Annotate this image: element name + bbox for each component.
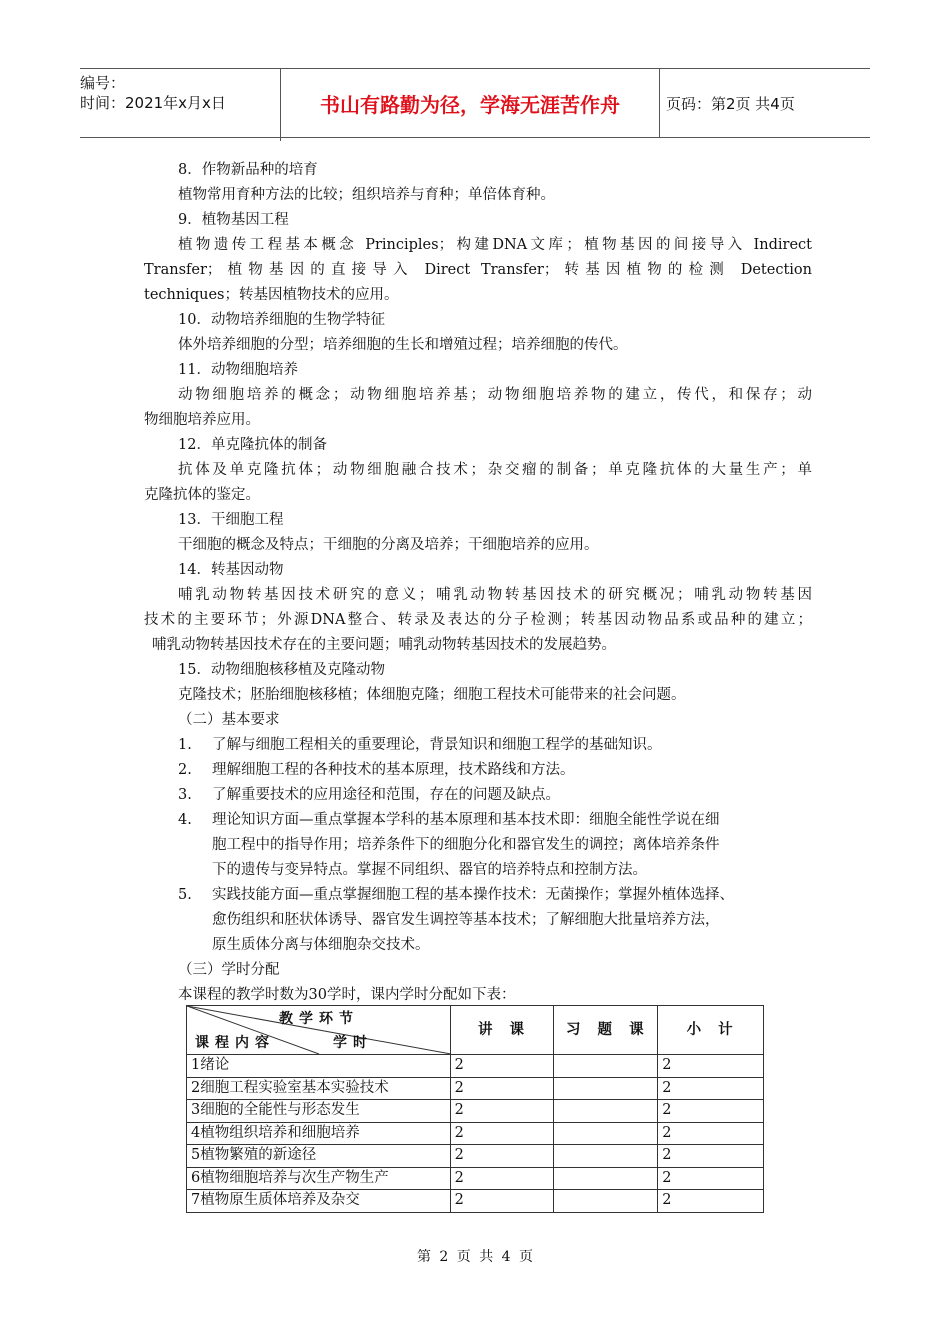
- cell-exercise: [554, 1100, 658, 1123]
- cell-total: 2: [658, 1055, 764, 1078]
- section-body: 技术的主要环节；外源DNA整合、转录及表达的分子检测；转基因动物品系或品种的建立；: [144, 612, 812, 628]
- table-row: [187, 1167, 764, 1190]
- section-title: 15．动物细胞核移植及克隆动物: [178, 662, 385, 678]
- cell-total: 2: [658, 1077, 764, 1100]
- number-label: 编号：: [80, 74, 126, 92]
- requirement-text: 下的遗传与变异特点。掌握不同组织、器官的培养特点和控制方法。: [212, 862, 647, 878]
- cell-name: 7植物原生质体培养及杂交: [187, 1190, 451, 1213]
- document-body: [144, 158, 812, 1008]
- cell-lecture: 2: [450, 1190, 554, 1213]
- cell-exercise: [554, 1145, 658, 1168]
- cell-total: 2: [658, 1145, 764, 1168]
- requirement-text: 了解重要技术的应用途径和范围，存在的问题及缺点。: [212, 787, 560, 803]
- section-body: 哺乳动物转基因技术研究的意义；哺乳动物转基因技术的研究概况；哺乳动物转基因: [178, 587, 812, 603]
- table-row: [187, 1077, 764, 1100]
- requirement-number: 4.: [178, 812, 192, 828]
- section-body: 植物遗传工程基本概念 Principles；构建DNA文库；植物基因的间接导入 Indirect: [178, 237, 812, 253]
- section-body: 物细胞培养应用。: [144, 412, 260, 428]
- requirement-number: 1.: [178, 737, 192, 753]
- page-header: [80, 68, 870, 138]
- section-body: 植物常用育种方法的比较；组织培养与育种；单倍体育种。: [178, 187, 555, 203]
- requirement-text: 愈伤组织和胚状体诱导、器官发生调控等基本技术；了解细胞大批量培养方法，: [212, 912, 720, 928]
- hours-intro: 本课程的教学时数为30学时，课内学时分配如下表：: [178, 987, 516, 1003]
- diag-bottom-left-label: 课程内容: [195, 1035, 275, 1051]
- section-title: 8．作物新品种的培育: [178, 162, 318, 178]
- requirement-item: [144, 733, 812, 758]
- cell-total: 2: [658, 1167, 764, 1190]
- table-header-row: [187, 1006, 764, 1055]
- cell-total: 2: [658, 1190, 764, 1213]
- requirement-item: [144, 783, 812, 808]
- cell-name: 6植物细胞培养与次生产物生产: [187, 1167, 451, 1190]
- cell-exercise: [554, 1055, 658, 1078]
- section-body: 克隆技术；胚胎细胞核移植；体细胞克隆；细胞工程技术可能带来的社会问题。: [178, 687, 686, 703]
- requirements-list: [144, 733, 812, 958]
- diag-top-label: 教学环节: [279, 1011, 359, 1027]
- section-title: 12．单克隆抗体的制备: [178, 437, 327, 453]
- section-body: 抗体及单克隆抗体；动物细胞融合技术；杂交瘤的制备；单克隆抗体的大量生产；单: [178, 462, 812, 478]
- cell-exercise: [554, 1167, 658, 1190]
- section-body: 动物细胞培养的概念；动物细胞培养基；动物细胞培养物的建立，传代，和保存；动: [178, 387, 812, 403]
- cell-lecture: 2: [450, 1145, 554, 1168]
- requirement-item: [144, 858, 812, 883]
- cell-lecture: 2: [450, 1122, 554, 1145]
- section-title: 14．转基因动物: [178, 562, 284, 578]
- requirement-number: 2.: [178, 762, 192, 778]
- requirement-text: 胞工程中的指导作用；培养条件下的细胞分化和器官发生的调控；离体培养条件: [212, 837, 720, 853]
- cell-lecture: 2: [450, 1055, 554, 1078]
- header-meta: [80, 69, 281, 141]
- section-title: 11．动物细胞培养: [178, 362, 298, 378]
- requirement-text: 实践技能方面—重点掌握细胞工程的基本操作技术：无菌操作；掌握外植体选择、: [212, 887, 734, 903]
- section-body: techniques；转基因植物技术的应用。: [144, 287, 399, 303]
- requirement-text: 理解细胞工程的各种技术的基本原理，技术路线和方法。: [212, 762, 575, 778]
- requirement-item: [144, 833, 812, 858]
- page-footer: 第 2 页 共 4 页: [416, 1249, 534, 1265]
- section-body: 克隆抗体的鉴定。: [144, 487, 260, 503]
- col-total-header: 小 计: [658, 1006, 764, 1055]
- col-lecture-header: 讲 课: [450, 1006, 554, 1055]
- requirement-item: [144, 883, 812, 908]
- hours-table: [186, 1005, 764, 1213]
- table-row: [187, 1145, 764, 1168]
- section-title: 13．干细胞工程: [178, 512, 284, 528]
- table-row: [187, 1122, 764, 1145]
- table-row: [187, 1190, 764, 1213]
- header-page-info: 页码：第2页 共4页: [666, 94, 795, 113]
- cell-exercise: [554, 1190, 658, 1213]
- requirement-text: 原生质体分离与体细胞杂交技术。: [212, 937, 430, 953]
- cell-total: 2: [658, 1100, 764, 1123]
- cell-name: 1绪论: [187, 1055, 451, 1078]
- requirement-item: [144, 933, 812, 958]
- section-title: 10．动物培养细胞的生物学特征: [178, 312, 385, 328]
- cell-lecture: 2: [450, 1077, 554, 1100]
- requirement-item: [144, 758, 812, 783]
- header-motto: 书山有路勤为径，学海无涯苦作舟: [281, 69, 660, 137]
- section-body: Transfer；植物基因的直接导入 Direct Transfer；转基因植物的检测 Detection: [144, 262, 812, 278]
- section-body: 哺乳动物转基因技术存在的主要问题；哺乳动物转基因技术的发展趋势。: [152, 637, 616, 653]
- table-row: [187, 1100, 764, 1123]
- cell-exercise: [554, 1077, 658, 1100]
- time-label: 时间：2021年x月x日: [80, 94, 226, 112]
- requirement-text: 理论知识方面—重点掌握本学科的基本原理和基本技术即：细胞全能性学说在细: [212, 812, 720, 828]
- requirement-item: [144, 908, 812, 933]
- table-row: [187, 1055, 764, 1078]
- requirement-number: 5.: [178, 887, 192, 903]
- col-exercise-header: 习 题 课: [554, 1006, 658, 1055]
- requirement-number: 3.: [178, 787, 192, 803]
- requirement-item: [144, 808, 812, 833]
- hours-heading: （三）学时分配: [178, 962, 280, 978]
- section-body: 体外培养细胞的分型；培养细胞的生长和增殖过程；培养细胞的传代。: [178, 337, 628, 353]
- diag-bottom-right-label: 学时: [333, 1035, 373, 1051]
- cell-lecture: 2: [450, 1167, 554, 1190]
- cell-name: 3细胞的全能性与形态发生: [187, 1100, 451, 1123]
- cell-exercise: [554, 1122, 658, 1145]
- requirement-text: 了解与细胞工程相关的重要理论，背景知识和细胞工程学的基础知识。: [212, 737, 662, 753]
- diagonal-header-cell: [187, 1006, 451, 1055]
- requirements-heading: （二）基本要求: [178, 712, 280, 728]
- section-body: 干细胞的概念及特点；干细胞的分离及培养；干细胞培养的应用。: [178, 537, 599, 553]
- cell-name: 2细胞工程实验室基本实验技术: [187, 1077, 451, 1100]
- cell-lecture: 2: [450, 1100, 554, 1123]
- cell-name: 4植物组织培养和细胞培养: [187, 1122, 451, 1145]
- section-title: 9．植物基因工程: [178, 212, 289, 228]
- cell-name: 5植物繁殖的新途径: [187, 1145, 451, 1168]
- cell-total: 2: [658, 1122, 764, 1145]
